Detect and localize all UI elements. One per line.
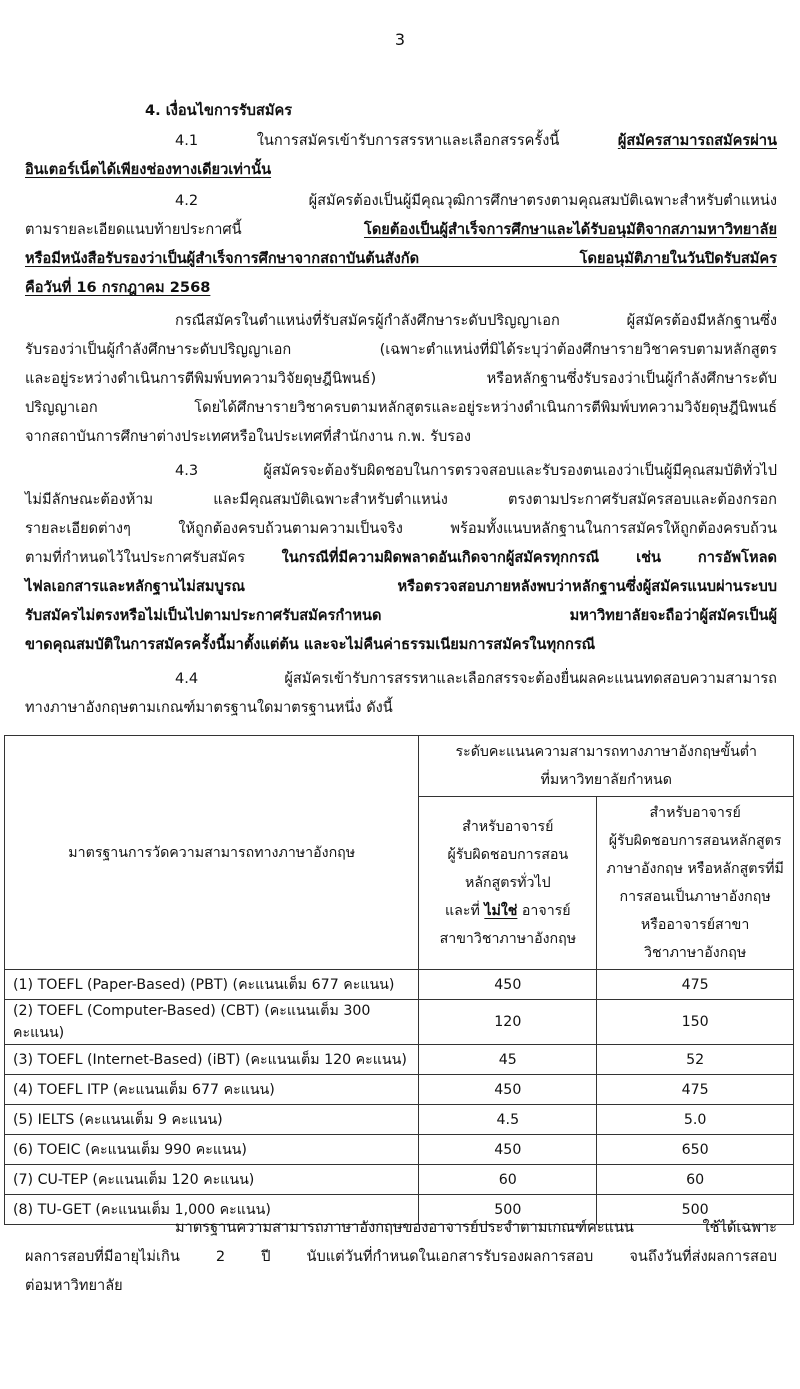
page-number: 3 (394, 30, 406, 49)
p43-line2: ไม่มีลักษณะต้องห้าม และมีคุณสมบัติเฉพาะสำหรับตำแหน่ง ตรงตามประกาศรับสมัครสอบและต้องกรอก (25, 491, 777, 508)
footer-line1: มาตรฐานความสามารถภาษาอังกฤษของอาจารย์ประจำตามเกณฑ์คะแนน ใช้ได้เฉพาะ (175, 1219, 777, 1236)
p41-prefix: 4.1 ในการสมัครเข้ารับการสรรหาและเลือกสรรครั้งนี้ (175, 132, 560, 149)
table-row (5, 1075, 794, 1105)
paragraph-phd (25, 306, 777, 451)
row-standard-name: (4) TOEFL ITP (คะแนนเต็ม 677 คะแนน) (5, 1075, 419, 1105)
row-english-score: 5.0 (597, 1105, 794, 1135)
paragraph-4-1 (25, 126, 777, 184)
table-row (5, 1105, 794, 1135)
paragraph-4-3 (25, 456, 777, 659)
p43-line4-plain: ตามที่กำหนดไว้ในประกาศรับสมัคร (25, 549, 246, 566)
p42-line4: คือวันที่ 16 กรกฎาคม 2568 (25, 279, 211, 296)
footer-paragraph (25, 1213, 777, 1300)
p44-line2: ทางภาษาอังกฤษตามเกณฑ์มาตรฐานใดมาตรฐานหนึ่ง ดังนี้ (25, 699, 393, 716)
header-standard: มาตรฐานการวัดความสามารถทางภาษาอังกฤษ (5, 736, 419, 970)
row-general-score: 450 (419, 1135, 597, 1165)
row-standard-name: (6) TOEIC (คะแนนเต็ม 990 คะแนน) (5, 1135, 419, 1165)
table-row (5, 1045, 794, 1075)
row-english-score: 60 (597, 1165, 794, 1195)
p43-line1: 4.3 ผู้สมัครจะต้องรับผิดชอบในการตรวจสอบและรับรองตนเองว่าเป็นผู้มีคุณสมบัติทั่วไป (175, 462, 777, 479)
table-row (5, 1135, 794, 1165)
paragraph-4-2 (25, 186, 777, 302)
header-minimum-line1: ระดับคะแนนความสามารถทางภาษาอังกฤษขั้นต่ำ (455, 744, 757, 760)
row-english-score: 500 (597, 1195, 794, 1225)
english-l2: ผู้รับผิดชอบการสอนหลักสูตร (608, 833, 782, 849)
row-english-score: 150 (597, 1000, 794, 1045)
header-english-lecturer (597, 797, 794, 970)
row-standard-name: (1) TOEFL (Paper-Based) (PBT) (คะแนนเต็ม 677 คะแนน) (5, 970, 419, 1000)
phd-line4: ปริญญาเอก โดยได้ศึกษารายวิชาครบตามหลักสูตรและอยู่ระหว่างดำเนินการตีพิมพ์บทความวิจัยดุษฎีนิพนธ์ (25, 399, 777, 416)
row-standard-name: (2) TOEFL (Computer-Based) (CBT) (คะแนนเต็ม 300 คะแนน) (5, 1000, 419, 1045)
footer-line2: ผลการสอบที่มีอายุไม่เกิน 2 ปี นับแต่วันที่กำหนดในเอกสารรับรองผลการสอบ จนถึงวันที่ส่งผลการสอบ (25, 1248, 777, 1265)
paragraph-4-4 (25, 664, 777, 722)
row-english-score: 475 (597, 970, 794, 1000)
p42-line2 (25, 215, 777, 244)
row-standard-name: (8) TU-GET (คะแนนเต็ม 1,000 คะแนน) (5, 1195, 419, 1225)
p42-line1: 4.2 ผู้สมัครต้องเป็นผู้มีคุณวุฒิการศึกษาตรงตามคุณสมบัติเฉพาะสำหรับตำแหน่ง (175, 192, 777, 209)
p42-line2-emphasis: โดยต้องเป็นผู้สำเร็จการศึกษาและได้รับอนุมัติจากสภามหาวิทยาลัย (363, 221, 777, 238)
p43-line4-bold: ในกรณีที่มีความผิดพลาดอันเกิดจากผู้สมัครทุกกรณี เช่น การอัพโหลด (281, 549, 778, 566)
english-l1: สำหรับอาจารย์ (649, 805, 741, 821)
header-minimum-line2: ที่มหาวิทยาลัยกำหนด (540, 772, 672, 788)
general-l5: สาขาวิชาภาษาอังกฤษ (439, 931, 577, 947)
phd-line1: กรณีสมัครในตำแหน่งที่รับสมัครผู้กำลังศึกษาระดับปริญญาเอก ผู้สมัครต้องมีหลักฐานซึ่ง (175, 312, 777, 329)
p41-line1 (25, 126, 777, 155)
general-l4-post: อาจารย์ (521, 903, 571, 919)
row-general-score: 45 (419, 1045, 597, 1075)
row-standard-name: (3) TOEFL (Internet-Based) (iBT) (คะแนนเต็ม 120 คะแนน) (5, 1045, 419, 1075)
row-general-score: 500 (419, 1195, 597, 1225)
row-general-score: 60 (419, 1165, 597, 1195)
row-english-score: 52 (597, 1045, 794, 1075)
table-row (5, 1000, 794, 1045)
general-l2: ผู้รับผิดชอบการสอน (447, 847, 569, 863)
header-general-lecturer (419, 797, 597, 970)
english-score-table (4, 735, 794, 1225)
row-general-score: 450 (419, 970, 597, 1000)
p44-line1: 4.4 ผู้สมัครเข้ารับการสรรหาและเลือกสรรจะต้องยื่นผลคะแนนทดสอบความสามารถ (175, 670, 777, 687)
p43-line5: ไฟลเอกสารและหลักฐานไม่สมบูรณ หรือตรวจสอบภายหลังพบว่าหลักฐานซึ่งผู้สมัครแนบผ่านระบบ (25, 578, 777, 595)
table-row (5, 1165, 794, 1195)
phd-line3: และอยู่ระหว่างดำเนินการตีพิมพ์บทความวิจัยดุษฎีนิพนธ์) หรือหลักฐานซึ่งรับรองว่าเป็นผู้กำลังศึกษาระดับ (25, 370, 777, 387)
row-general-score: 120 (419, 1000, 597, 1045)
section-heading: 4. เงื่อนไขการรับสมัคร (145, 102, 293, 119)
phd-line2: รับรองว่าเป็นผู้กำลังศึกษาระดับปริญญาเอก (เฉพาะตำแหน่งที่มิได้ระบุว่าต้องศึกษารายวิชาครบตามหลักสูตร (25, 341, 777, 358)
general-l1: สำหรับอาจารย์ (462, 819, 554, 835)
p43-line6: รับสมัครไม่ตรงหรือไม่เป็นไปตามประกาศรับสมัครกำหนด มหาวิทยาลัยจะถือว่าผู้สมัครเป็นผู้ (25, 607, 777, 624)
row-english-score: 475 (597, 1075, 794, 1105)
row-standard-name: (5) IELTS (คะแนนเต็ม 9 คะแนน) (5, 1105, 419, 1135)
footer-line3: ต่อมหาวิทยาลัย (25, 1277, 123, 1294)
p43-line3: รายละเอียดต่างๆ ให้ถูกต้องครบถ้วนตามความเป็นจริง พร้อมทั้งแนบหลักฐานในการสมัครให้ถูกต้องครบถ้วน (25, 520, 777, 537)
header-minimum-score (419, 736, 794, 797)
row-general-score: 450 (419, 1075, 597, 1105)
general-l4 (427, 897, 588, 925)
english-l6: วิชาภาษาอังกฤษ (644, 945, 747, 961)
p43-line4 (25, 543, 777, 572)
general-l3: หลักสูตรทั่วไป (465, 875, 551, 891)
row-standard-name: (7) CU-TEP (คะแนนเต็ม 120 คะแนน) (5, 1165, 419, 1195)
english-l3: ภาษาอังกฤษ หรือหลักสูตรที่มี (606, 861, 784, 877)
p41-emphasis-b: อินเตอร์เน็ตได้เพียงช่องทางเดียวเท่านั้น (25, 161, 272, 178)
p42-line3: หรือมีหนังสือรับรองว่าเป็นผู้สำเร็จการศึกษาจากสถาบันต้นสังกัด โดยอนุมัติภายในวันปิดรับสมัคร (25, 250, 777, 267)
row-general-score: 4.5 (419, 1105, 597, 1135)
table-row (5, 970, 794, 1000)
row-english-score: 650 (597, 1135, 794, 1165)
english-l5: หรืออาจารย์สาขา (640, 917, 750, 933)
phd-line5: จากสถาบันการศึกษาต่างประเทศหรือในประเทศที่สำนักงาน ก.พ. รับรอง (25, 428, 471, 445)
general-l4-pre: และที่ (445, 903, 480, 919)
general-l4-emphasis: ไม่ใช่ (484, 903, 518, 919)
english-l4: การสอนเป็นภาษาอังกฤษ (619, 889, 771, 905)
p41-emphasis-a: ผู้สมัครสามารถสมัครผ่าน (617, 132, 777, 149)
p42-line2-plain: ตามรายละเอียดแนบท้ายประกาศนี้ (25, 221, 242, 238)
p43-line7: ขาดคุณสมบัติในการสมัครครั้งนี้มาตั้งแต่ต้น และจะไม่คืนค่าธรรมเนียมการสมัครในทุกกรณี (25, 636, 596, 653)
